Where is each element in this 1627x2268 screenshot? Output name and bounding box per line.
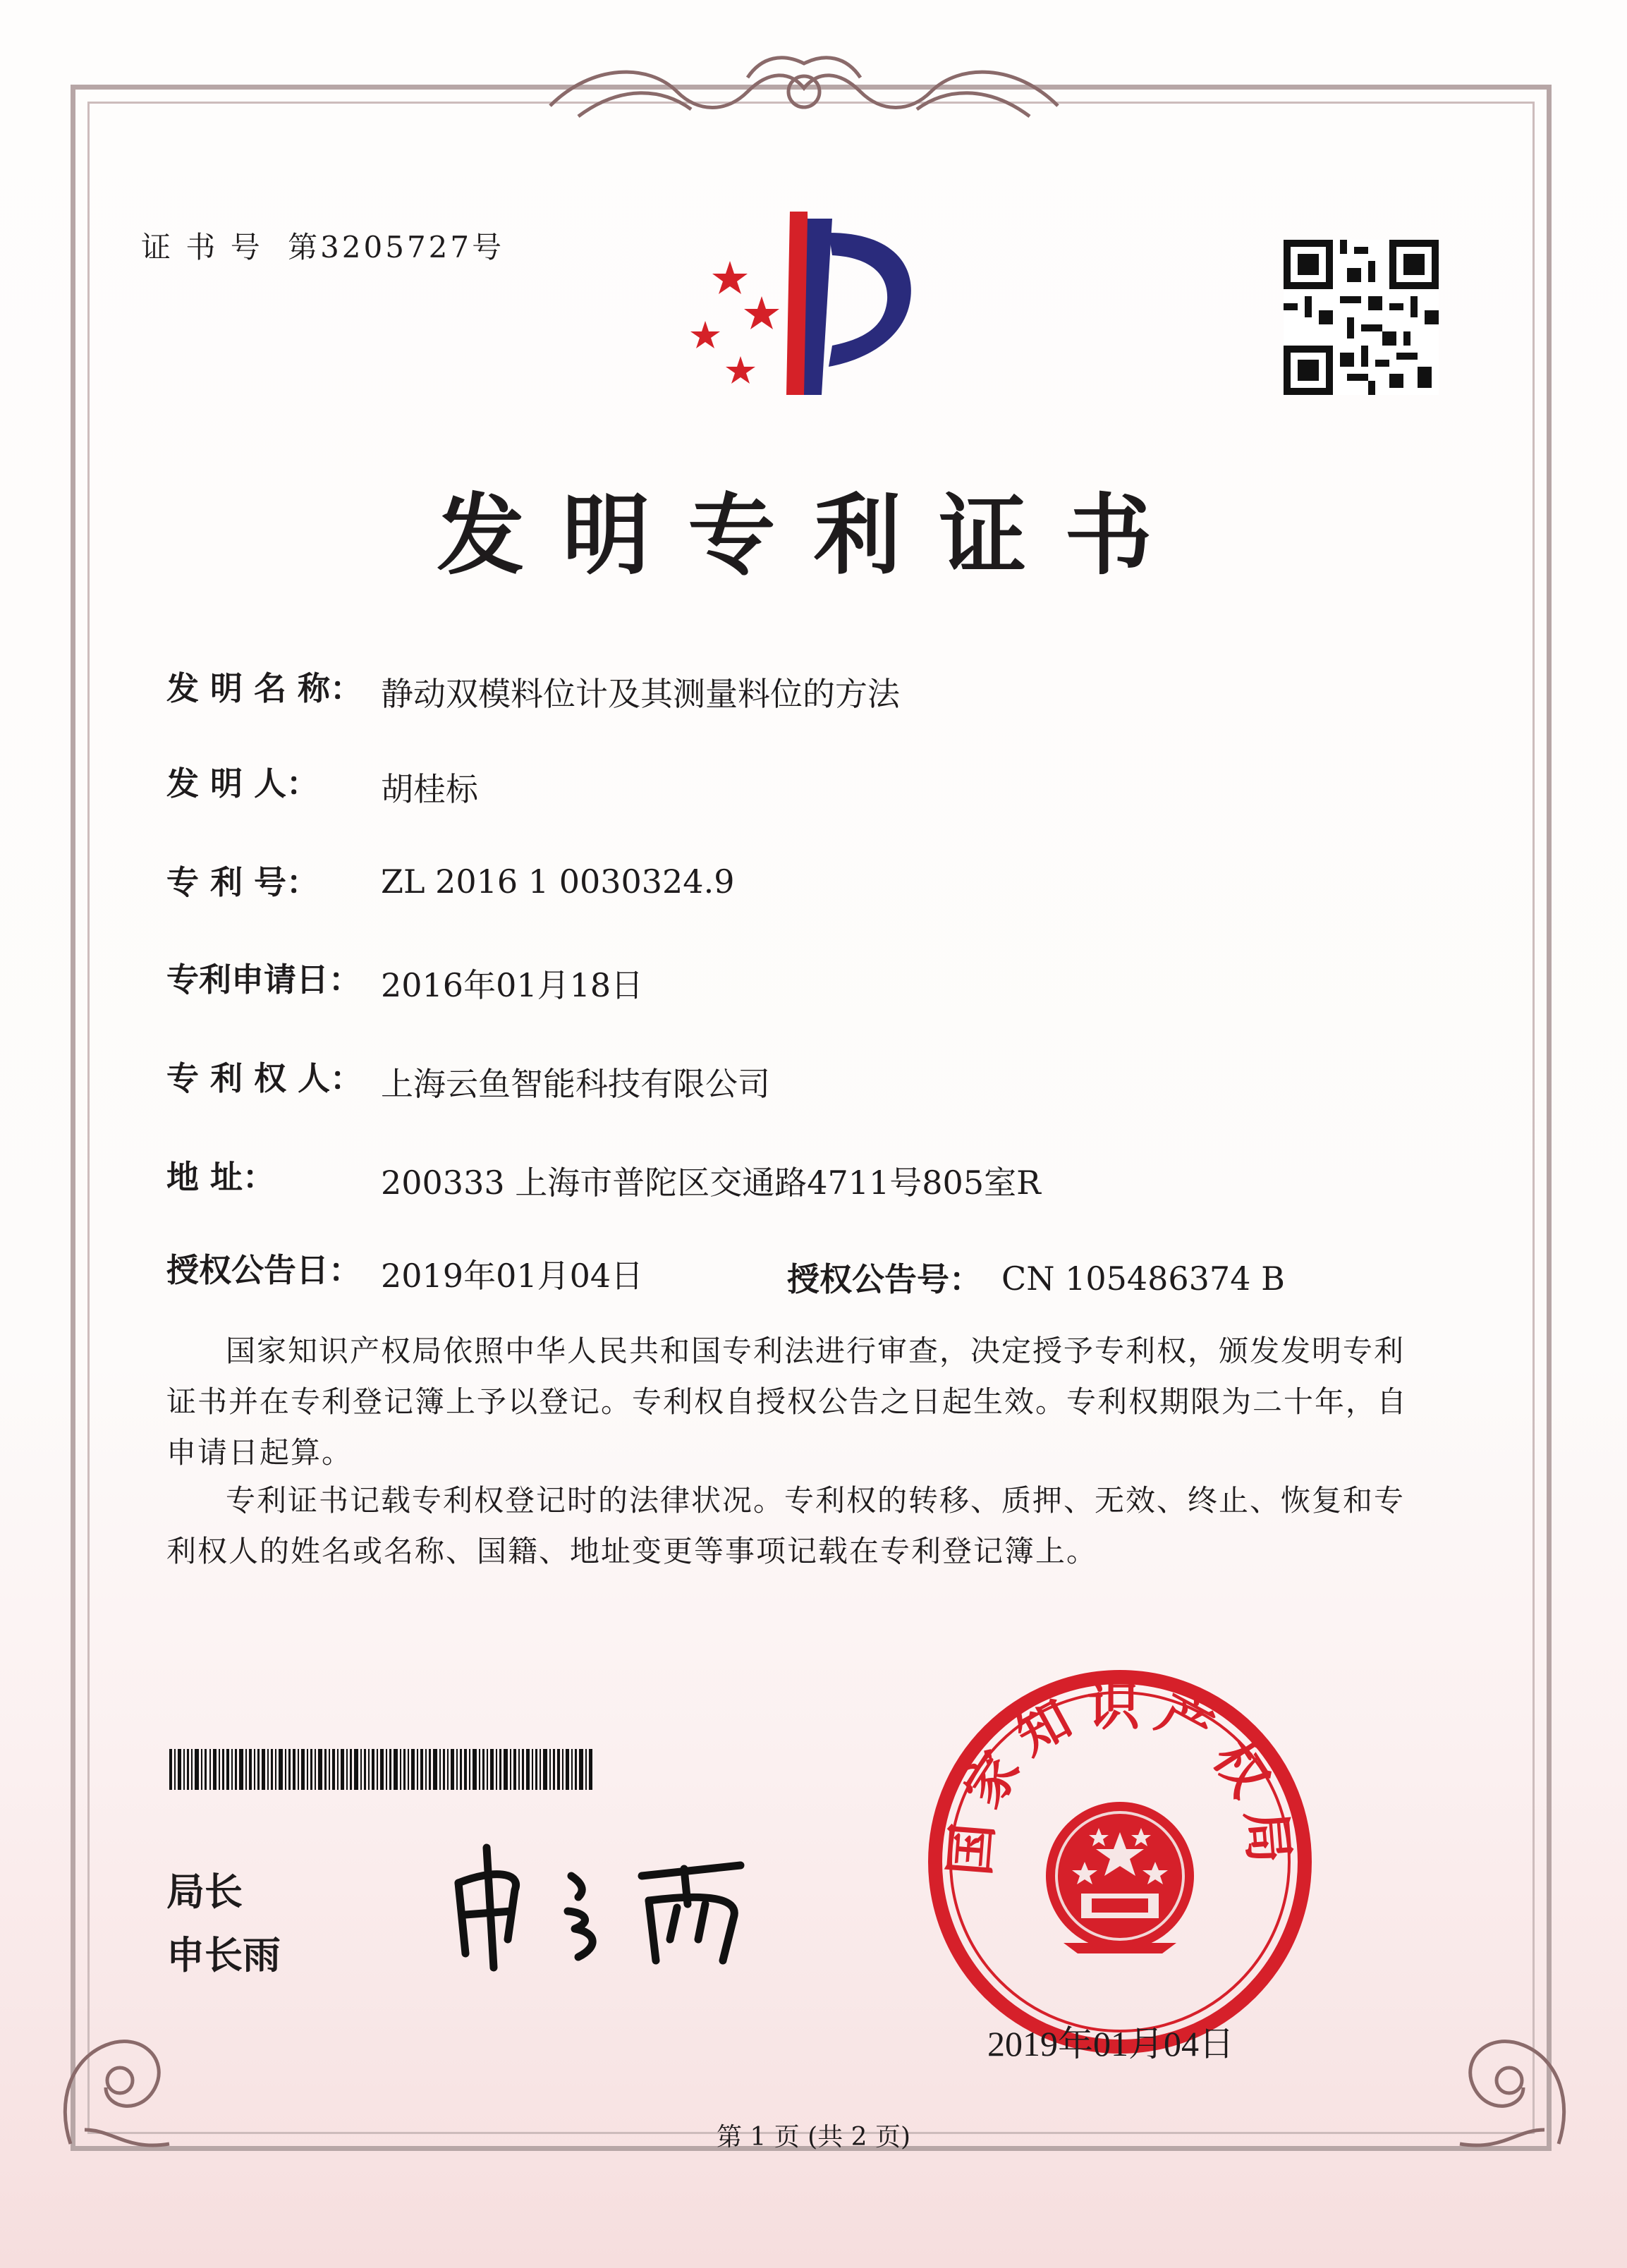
document-title: 发明专利证书 [437,485,1190,587]
paragraph-legal-status [166,1475,1422,1577]
patent-office-logo [663,205,959,416]
paragraph-line: 专利证书记载专利权登记时的法律状况。专利权的转移、质押、无效、终止、恢复和专 [226,1483,1406,1518]
grant-number-label: 授权公告号： [787,1260,982,1298]
patentee-value: 上海云鱼智能科技有限公司 [381,1065,770,1103]
inventor-label: 发 明 人： [166,764,319,803]
seal-date: 2019年01月04日 [987,2024,1234,2063]
paragraph-line: 国家知识产权局依照中华人民共和国专利法进行审查，决定授予专利权，颁发发明专利 [226,1334,1406,1368]
address-value: 200333 上海市普陀区交通路4711号805室R [381,1164,1041,1202]
grant-number-value: CN 105486374 B [1001,1260,1285,1298]
grant-date-label: 授权公告日： [166,1251,361,1289]
director-name: 申长雨 [166,1933,281,1977]
patent-number-label: 专 利 号： [166,863,319,901]
certificate-number-value: 第3205727号 [288,230,505,264]
handwritten-signature [437,1834,804,1975]
grant-date-value: 2019年01月04日 [381,1257,644,1295]
address-label: 地 址： [166,1158,276,1196]
invention-name-label: 发 明 名 称： [166,669,363,707]
seal-text: 国家知识产权局 [939,1676,1300,1878]
paragraph-grant-statement [166,1326,1422,1478]
paragraph-line: 申请日起算。 [166,1435,353,1470]
national-emblem [1046,1802,1194,1953]
invention-name-value: 静动双模料位计及其测量料位的方法 [381,675,900,713]
application-date-value: 2016年01月18日 [381,966,644,1004]
official-seal [922,1664,1317,2059]
certificate-number [141,224,504,267]
paragraph-line: 证书并在专利登记簿上予以登记。专利权自授权公告之日起生效。专利权期限为二十年，自 [166,1384,1408,1419]
qr-code [1284,240,1439,395]
certificate-number-label: 证 书 号 [141,230,263,264]
patentee-label: 专 利 权 人： [166,1059,363,1097]
patent-number-value: ZL 2016 1 0030324.9 [381,862,735,901]
inventor-value: 胡桂标 [381,770,478,808]
barcode [169,1749,592,1790]
application-date-label: 专利申请日： [166,961,361,999]
page-footer: 第 1 页 (共 2 页) [716,2123,911,2152]
paragraph-line: 利权人的姓名或名称、国籍、地址变更等事项记载在专利登记簿上。 [166,1534,1098,1568]
director-title: 局长 [166,1870,243,1914]
top-ornament [536,49,1072,134]
